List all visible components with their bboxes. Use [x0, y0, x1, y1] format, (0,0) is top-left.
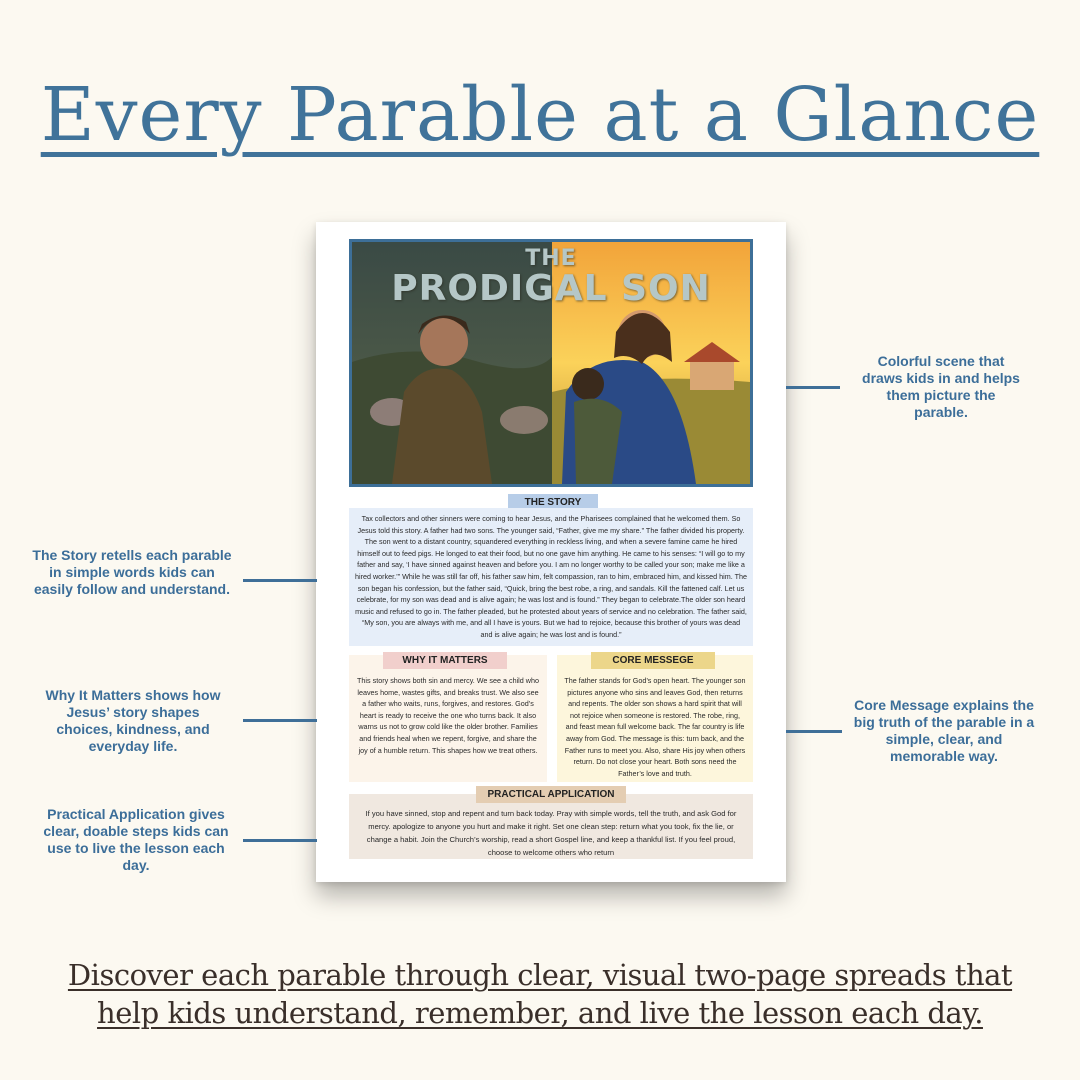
callout-story-line — [243, 579, 317, 582]
callout-practical-line — [243, 839, 317, 842]
bottom-tagline-text: Discover each parable through clear, visual two-page spreads that help kids understand, remember, and live the lesson each day. — [67, 958, 1013, 1030]
callout-why-line — [243, 719, 317, 722]
hero-title-line2: PRODIGAL SON — [391, 268, 711, 309]
main-title-text: Every Parable at a Glance — [40, 72, 1040, 158]
story-label: THE STORY — [508, 494, 598, 511]
callout-scene: Colorful scene that draws kids in and helps them picture the parable. — [862, 353, 1020, 420]
practical-box — [349, 794, 753, 859]
callout-story: The Story retells each parable in simple words kids can easily follow and understand. — [32, 547, 232, 597]
why-text: This story shows both sin and mercy. We see a child who leaves home, wastes gifts, and breaks trust. We also see a father who waits, runs, forgives, and restores. God’s heart is ready to receive the one who turns back. It also warns us not to grow cold like the older brother. Families and friends heal when we repent, forgive, and share the joy of a humble return. This shapes how we treat others. — [357, 676, 539, 755]
hero-illustration — [349, 239, 753, 487]
callout-why: Why It Matters shows how Jesus’ story shapes choices, kindness, and everyday life. — [45, 687, 221, 754]
core-box — [557, 655, 753, 782]
sample-page — [316, 222, 786, 882]
main-title — [0, 72, 1080, 158]
practical-label: PRACTICAL APPLICATION — [476, 786, 626, 803]
callout-core: Core Message explains the big truth of the parable in a simple, clear, and memorable way. — [853, 697, 1035, 764]
practical-text: If you have sinned, stop and repent and turn back today. Pray with simple words, tell the truth, and ask God for mercy. apologize to anyone you hurt and make it right. Set one clean step: return what you took, fix the lie, or change a habit. Join the Church’s worship, read a short Gospel line, and keep a thankful list. If you feel proud, choose to welcome others who return — [365, 809, 737, 857]
core-label: CORE MESSEGE — [591, 652, 715, 669]
core-text: The father stands for God’s open heart. The younger son pictures anyone who sins and leaves God, then returns and repents. The older son shows a hard spirit that will not rejoice when someone is restored. The robe, ring, and feast mean full welcome back. The far country is life away from God. The message is this: turn back, and the Father runs to meet you. Also, share His joy when others return. Do not close your heart. Both sons need the Father’s love and truth. — [564, 676, 746, 778]
callout-scene-line — [786, 386, 840, 389]
callout-core-line — [786, 730, 842, 733]
callout-practical: Practical Application gives clear, doable steps kids can use to live the lesson each day. — [43, 806, 229, 873]
why-box — [349, 655, 547, 782]
why-label: WHY IT MATTERS — [383, 652, 507, 669]
bottom-tagline — [40, 956, 1040, 1032]
story-box: Tax collectors and other sinners were coming to hear Jesus, and the Pharisees complained that he welcomed them. So Jesus told this story. A father had two sons. The younger said, “Father, give me my share.” The father divided his property. The son went to a distant country, squandered everything in reckless living, and when a severe famine came he hired himself out to feed pigs. He longed to eat their food, but no one gave him anything. He came to his senses: “I will go to my father and say, ‘I have sinned against heaven and before you. I am no longer worthy to be called your son; make me like a hired worker.’” While he was still far off, his father saw him, felt compassion, ran to him, embraced him, and kissed him. The son began his confession, but the father said, “Quick, bring the best robe, a ring, and sandals. Kill the fattened calf. Let us celebrate, for my son was dead and is alive again; he was lost and is found.” They began to celebrate.The older son heard music and refused to go in. The father pleaded, but he protested about years of service and no celebration. The father said, “My son, you are always with me, and all I have is yours. But we had to rejoice, because this brother of yours was dead and is alive again; he was lost and is found.” — [349, 508, 753, 646]
hero-title-line1: THE — [525, 246, 577, 271]
